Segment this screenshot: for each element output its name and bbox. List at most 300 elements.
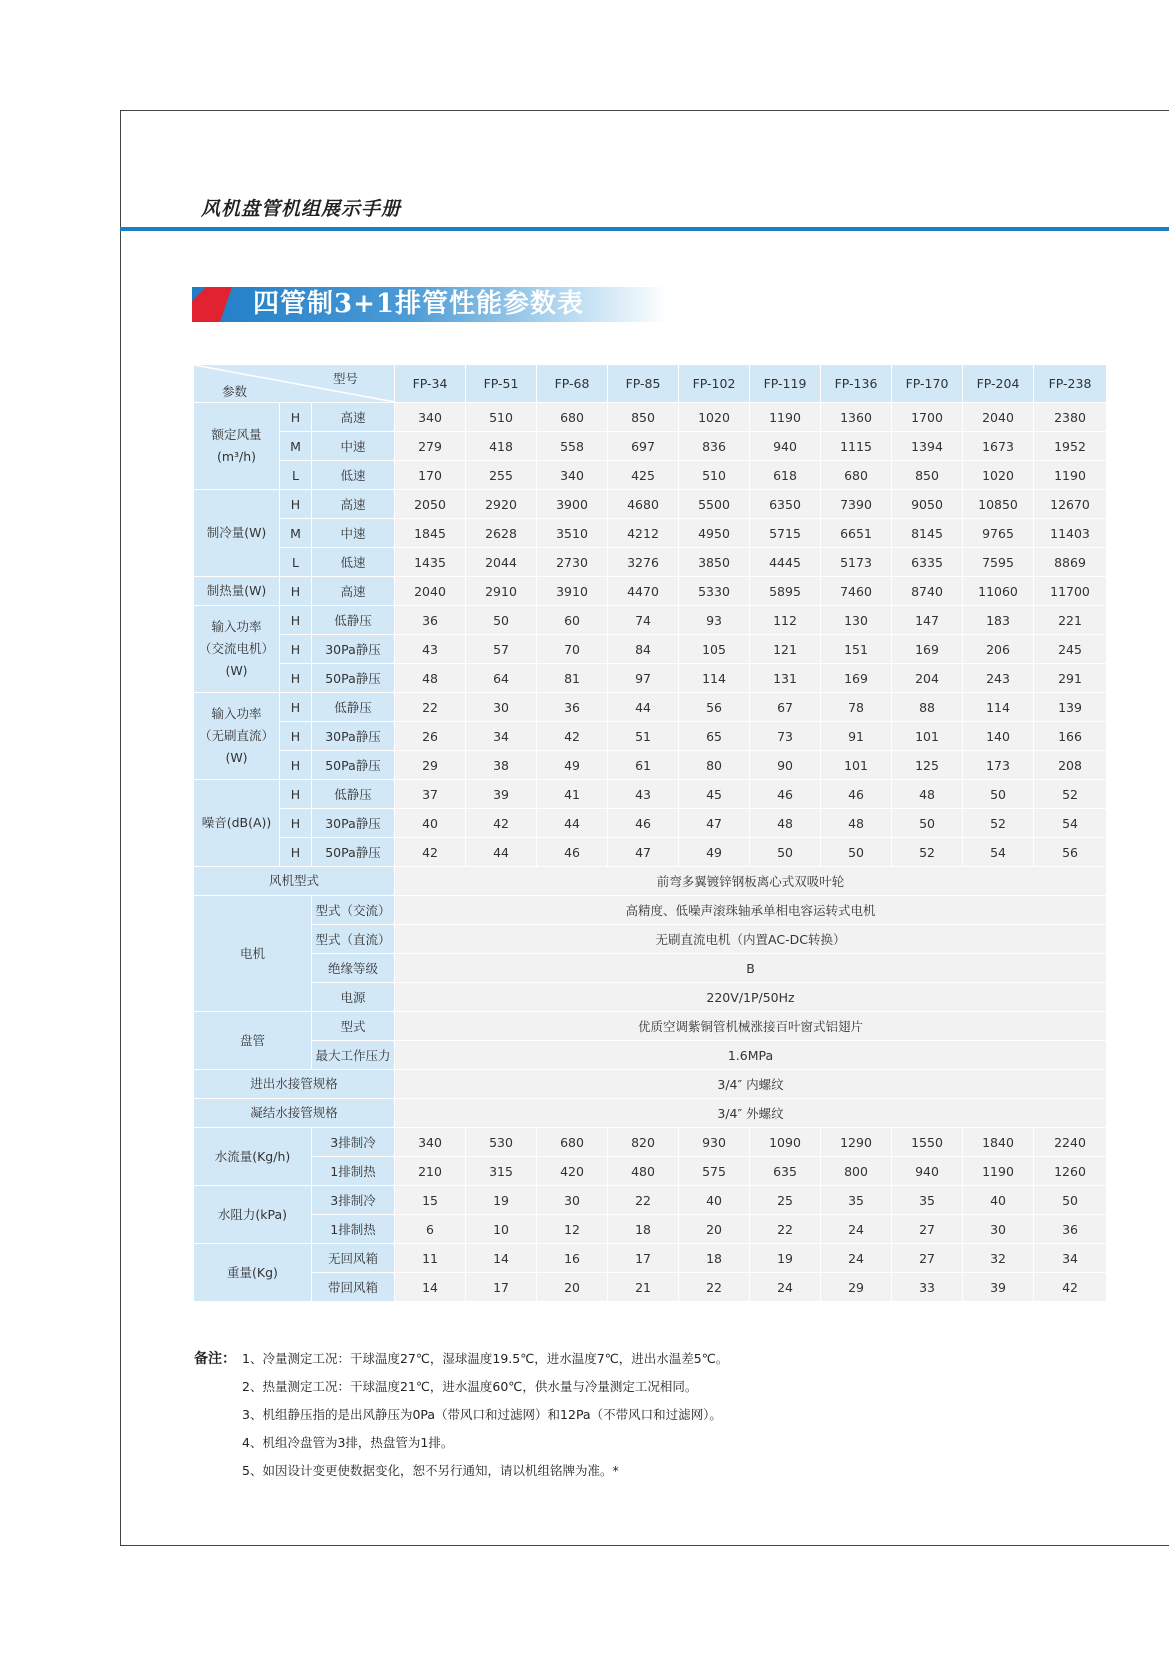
group-label [194, 693, 280, 780]
value-cell: 418 [466, 432, 537, 461]
value-cell: 51 [608, 722, 679, 751]
group-label-line: 水流量(Kg/h) [214, 1148, 291, 1164]
value-cell: 169 [821, 664, 892, 693]
group-label [194, 403, 280, 490]
value-cell: 279 [395, 432, 466, 461]
value-cell: 291 [1034, 664, 1107, 693]
note-1 [194, 1345, 728, 1373]
condition-label: 低速 [312, 461, 395, 490]
value-cell: 30 [537, 1186, 608, 1215]
group-label-line: (W) [225, 750, 248, 765]
value-cell: 50 [1034, 1186, 1107, 1215]
value-cell: 2920 [466, 490, 537, 519]
table-row [194, 461, 1107, 490]
note-3 [194, 1401, 728, 1429]
value-cell: 42 [466, 809, 537, 838]
table-row [194, 1244, 1107, 1273]
group-label-line: （无刷直流） [198, 728, 274, 743]
speed-level: H [280, 577, 312, 606]
value-cell: 255 [466, 461, 537, 490]
value-cell: 61 [608, 751, 679, 780]
value-cell: 57 [466, 635, 537, 664]
group-label-line: 噪音(dB(A)) [201, 815, 272, 830]
table-row [194, 519, 1107, 548]
spec-value: 3/4″ 外螺纹 [395, 1099, 1107, 1128]
value-cell: 20 [537, 1273, 608, 1302]
table-row [194, 693, 1107, 722]
value-cell: 114 [679, 664, 750, 693]
value-cell: 131 [750, 664, 821, 693]
value-cell: 820 [608, 1128, 679, 1157]
value-cell: 930 [679, 1128, 750, 1157]
value-cell: 12 [537, 1215, 608, 1244]
value-cell: 22 [395, 693, 466, 722]
value-cell: 1115 [821, 432, 892, 461]
value-cell: 52 [1034, 780, 1107, 809]
value-cell: 11700 [1034, 577, 1107, 606]
value-cell: 43 [395, 635, 466, 664]
speed-level: H [280, 664, 312, 693]
value-cell: 1020 [963, 461, 1034, 490]
table-row [194, 1157, 1107, 1186]
value-cell: 34 [1034, 1244, 1107, 1273]
condition-label: 低静压 [312, 693, 395, 722]
spec-row [194, 1012, 1107, 1041]
note-4 [194, 1429, 728, 1457]
spec-value: 220V/1P/50Hz [395, 983, 1107, 1012]
value-cell: 3850 [679, 548, 750, 577]
value-cell: 635 [750, 1157, 821, 1186]
value-cell: 91 [821, 722, 892, 751]
spec-label: 型式（直流） [312, 925, 395, 954]
value-cell: 5715 [750, 519, 821, 548]
speed-level: M [280, 519, 312, 548]
value-cell: 48 [892, 780, 963, 809]
group-label [194, 490, 280, 577]
value-cell: 44 [608, 693, 679, 722]
value-cell: 17 [466, 1273, 537, 1302]
value-cell: 74 [608, 606, 679, 635]
value-cell: 3910 [537, 577, 608, 606]
value-cell: 1190 [963, 1157, 1034, 1186]
value-cell: 84 [608, 635, 679, 664]
value-cell: 105 [679, 635, 750, 664]
value-cell: 101 [892, 722, 963, 751]
speed-level: H [280, 403, 312, 432]
value-cell: 35 [892, 1186, 963, 1215]
value-cell: 42 [1034, 1273, 1107, 1302]
value-cell: 43 [608, 780, 679, 809]
value-cell: 166 [1034, 722, 1107, 751]
value-cell: 26 [395, 722, 466, 751]
value-cell: 46 [608, 809, 679, 838]
value-cell: 46 [537, 838, 608, 867]
condition-label: 无回风箱 [312, 1244, 395, 1273]
model-header: FP-119 [750, 365, 821, 403]
value-cell: 480 [608, 1157, 679, 1186]
value-cell: 1190 [750, 403, 821, 432]
table-row [194, 403, 1107, 432]
note-text: 1、冷量测定工况：干球温度27℃，湿球温度19.5℃，进水温度7℃，进出水温差5℃。 [242, 1351, 729, 1366]
value-cell: 680 [537, 403, 608, 432]
value-cell: 2240 [1034, 1128, 1107, 1157]
value-cell: 618 [750, 461, 821, 490]
speed-level: H [280, 490, 312, 519]
value-cell: 340 [395, 1128, 466, 1157]
table-row [194, 1186, 1107, 1215]
value-cell: 65 [679, 722, 750, 751]
value-cell: 510 [679, 461, 750, 490]
condition-label: 3排制冷 [312, 1186, 395, 1215]
group-label [194, 1012, 312, 1070]
speed-level: L [280, 548, 312, 577]
value-cell: 81 [537, 664, 608, 693]
value-cell: 510 [466, 403, 537, 432]
table-row [194, 606, 1107, 635]
value-cell: 25 [750, 1186, 821, 1215]
value-cell: 6350 [750, 490, 821, 519]
condition-label: 1排制热 [312, 1157, 395, 1186]
value-cell: 1845 [395, 519, 466, 548]
value-cell: 50 [963, 780, 1034, 809]
spec-label: 最大工作压力 [312, 1041, 395, 1070]
group-label-line: 水阻力(kPa) [217, 1206, 288, 1222]
model-header: FP-34 [395, 365, 466, 403]
value-cell: 173 [963, 751, 1034, 780]
value-cell: 530 [466, 1128, 537, 1157]
value-cell: 97 [608, 664, 679, 693]
value-cell: 27 [892, 1215, 963, 1244]
value-cell: 22 [679, 1273, 750, 1302]
speed-level: H [280, 838, 312, 867]
value-cell: 56 [679, 693, 750, 722]
value-cell: 2910 [466, 577, 537, 606]
speed-level: H [280, 635, 312, 664]
value-cell: 680 [821, 461, 892, 490]
model-header: FP-204 [963, 365, 1034, 403]
value-cell: 39 [466, 780, 537, 809]
group-label-line: （交流电机） [198, 641, 274, 656]
value-cell: 45 [679, 780, 750, 809]
value-cell: 42 [537, 722, 608, 751]
value-cell: 850 [892, 461, 963, 490]
group-label [194, 606, 280, 693]
value-cell: 11 [395, 1244, 466, 1273]
group-label-line: 输入功率 [211, 619, 262, 634]
table-row [194, 1215, 1107, 1244]
value-cell: 9050 [892, 490, 963, 519]
condition-label: 高速 [312, 490, 395, 519]
value-cell: 41 [537, 780, 608, 809]
value-cell: 32 [963, 1244, 1034, 1273]
value-cell: 54 [1034, 809, 1107, 838]
value-cell: 44 [537, 809, 608, 838]
value-cell: 1020 [679, 403, 750, 432]
spec-label: 风机型式 [194, 867, 395, 896]
note-text: 2、热量测定工况：干球温度21℃，进水温度60℃，供水量与冷量测定工况相同。 [242, 1379, 698, 1394]
value-cell: 183 [963, 606, 1034, 635]
value-cell: 27 [892, 1244, 963, 1273]
value-cell: 147 [892, 606, 963, 635]
notes [194, 1345, 728, 1485]
note-2 [194, 1373, 728, 1401]
table-row [194, 751, 1107, 780]
group-label-line: (m³/h) [216, 449, 257, 464]
model-header: FP-170 [892, 365, 963, 403]
value-cell: 50 [750, 838, 821, 867]
value-cell: 52 [892, 838, 963, 867]
group-label [194, 780, 280, 867]
value-cell: 24 [750, 1273, 821, 1302]
value-cell: 340 [537, 461, 608, 490]
value-cell: 2040 [395, 577, 466, 606]
value-cell: 245 [1034, 635, 1107, 664]
value-cell: 340 [395, 403, 466, 432]
group-label-line: 输入功率 [211, 706, 262, 721]
table-row [194, 1273, 1107, 1302]
group-label-line: 额定风量 [211, 427, 262, 442]
value-cell: 30 [963, 1215, 1034, 1244]
value-cell: 4445 [750, 548, 821, 577]
value-cell: 4470 [608, 577, 679, 606]
value-cell: 4680 [608, 490, 679, 519]
value-cell: 93 [679, 606, 750, 635]
value-cell: 19 [750, 1244, 821, 1273]
table-row [194, 838, 1107, 867]
table-row [194, 722, 1107, 751]
value-cell: 29 [821, 1273, 892, 1302]
value-cell: 204 [892, 664, 963, 693]
value-cell: 1673 [963, 432, 1034, 461]
group-label-line: 盘管 [239, 1032, 265, 1048]
value-cell: 90 [750, 751, 821, 780]
value-cell: 697 [608, 432, 679, 461]
value-cell: 1550 [892, 1128, 963, 1157]
value-cell: 11060 [963, 577, 1034, 606]
value-cell: 21 [608, 1273, 679, 1302]
value-cell: 2050 [395, 490, 466, 519]
spec-row [194, 954, 1107, 983]
spec-row [194, 983, 1107, 1012]
condition-label: 高速 [312, 403, 395, 432]
value-cell: 10850 [963, 490, 1034, 519]
note-5 [194, 1457, 728, 1485]
value-cell: 130 [821, 606, 892, 635]
condition-label: 50Pa静压 [312, 751, 395, 780]
value-cell: 80 [679, 751, 750, 780]
group-label-line: 制冷量(W) [206, 525, 267, 540]
value-cell: 1260 [1034, 1157, 1107, 1186]
value-cell: 8145 [892, 519, 963, 548]
speed-level: M [280, 432, 312, 461]
value-cell: 4212 [608, 519, 679, 548]
manual-title: 风机盘管机组展示手册 [201, 198, 402, 220]
spec-row [194, 1070, 1107, 1099]
spec-label: 型式（交流） [312, 896, 395, 925]
value-cell: 680 [537, 1128, 608, 1157]
value-cell: 151 [821, 635, 892, 664]
spec-value: 1.6MPa [395, 1041, 1107, 1070]
condition-label: 中速 [312, 519, 395, 548]
spec-label: 型式 [312, 1012, 395, 1041]
spec-row [194, 1099, 1107, 1128]
value-cell: 1840 [963, 1128, 1034, 1157]
value-cell: 1435 [395, 548, 466, 577]
value-cell: 42 [395, 838, 466, 867]
group-label-line: (W) [225, 663, 248, 678]
value-cell: 125 [892, 751, 963, 780]
value-cell: 121 [750, 635, 821, 664]
group-label [194, 577, 280, 606]
value-cell: 17 [608, 1244, 679, 1273]
value-cell: 5500 [679, 490, 750, 519]
value-cell: 44 [466, 838, 537, 867]
table-row [194, 780, 1107, 809]
value-cell: 1700 [892, 403, 963, 432]
value-cell: 940 [750, 432, 821, 461]
value-cell: 1190 [1034, 461, 1107, 490]
value-cell: 139 [1034, 693, 1107, 722]
value-cell: 20 [679, 1215, 750, 1244]
value-cell: 49 [537, 751, 608, 780]
condition-label: 1排制热 [312, 1215, 395, 1244]
model-header: FP-102 [679, 365, 750, 403]
value-cell: 7390 [821, 490, 892, 519]
value-cell: 34 [466, 722, 537, 751]
value-cell: 315 [466, 1157, 537, 1186]
model-header: FP-51 [466, 365, 537, 403]
speed-level: H [280, 809, 312, 838]
value-cell: 208 [1034, 751, 1107, 780]
group-label-line: 制热量(W) [206, 583, 267, 598]
model-header: FP-68 [537, 365, 608, 403]
value-cell: 11403 [1034, 519, 1107, 548]
condition-label: 50Pa静压 [312, 664, 395, 693]
spec-row [194, 1041, 1107, 1070]
value-cell: 70 [537, 635, 608, 664]
value-cell: 73 [750, 722, 821, 751]
value-cell: 46 [821, 780, 892, 809]
condition-label: 50Pa静压 [312, 838, 395, 867]
group-label [194, 1186, 312, 1244]
value-cell: 19 [466, 1186, 537, 1215]
note-text: 3、机组静压指的是出风静压为0Pa（带风口和过滤网）和12Pa（不带风口和过滤网）。 [242, 1407, 722, 1422]
value-cell: 67 [750, 693, 821, 722]
section-title: 四管制3+1排管性能参数表 [253, 289, 584, 319]
condition-label: 带回风箱 [312, 1273, 395, 1302]
value-cell: 78 [821, 693, 892, 722]
value-cell: 2628 [466, 519, 537, 548]
value-cell: 36 [395, 606, 466, 635]
value-cell: 10 [466, 1215, 537, 1244]
speed-level: H [280, 751, 312, 780]
note-text: 5、如因设计变更使数据变化，恕不另行通知，请以机组铭牌为准。* [242, 1463, 619, 1478]
value-cell: 558 [537, 432, 608, 461]
value-cell: 8869 [1034, 548, 1107, 577]
table-row [194, 664, 1107, 693]
value-cell: 2040 [963, 403, 1034, 432]
value-cell: 48 [395, 664, 466, 693]
model-header: FP-238 [1034, 365, 1107, 403]
spec-value: 3/4″ 内螺纹 [395, 1070, 1107, 1099]
value-cell: 37 [395, 780, 466, 809]
value-cell: 47 [608, 838, 679, 867]
condition-label: 中速 [312, 432, 395, 461]
value-cell: 48 [821, 809, 892, 838]
value-cell: 3510 [537, 519, 608, 548]
value-cell: 5330 [679, 577, 750, 606]
value-cell: 49 [679, 838, 750, 867]
value-cell: 6651 [821, 519, 892, 548]
spec-value: B [395, 954, 1107, 983]
value-cell: 64 [466, 664, 537, 693]
value-cell: 30 [466, 693, 537, 722]
condition-label: 30Pa静压 [312, 635, 395, 664]
value-cell: 54 [963, 838, 1034, 867]
value-cell: 5173 [821, 548, 892, 577]
model-header: FP-136 [821, 365, 892, 403]
value-cell: 33 [892, 1273, 963, 1302]
value-cell: 9765 [963, 519, 1034, 548]
condition-label: 30Pa静压 [312, 722, 395, 751]
value-cell: 1952 [1034, 432, 1107, 461]
spec-label: 进出水接管规格 [194, 1070, 395, 1099]
value-cell: 425 [608, 461, 679, 490]
condition-label: 高速 [312, 577, 395, 606]
value-cell: 221 [1034, 606, 1107, 635]
note-text: 4、机组冷盘管为3排，热盘管为1排。 [242, 1435, 454, 1450]
value-cell: 60 [537, 606, 608, 635]
value-cell: 56 [1034, 838, 1107, 867]
corner-cell [194, 365, 395, 403]
value-cell: 15 [395, 1186, 466, 1215]
condition-label: 3排制冷 [312, 1128, 395, 1157]
value-cell: 36 [537, 693, 608, 722]
spec-row [194, 925, 1107, 954]
spec-value: 前弯多翼镀锌钢板离心式双吸叶轮 [395, 867, 1107, 896]
value-cell: 46 [750, 780, 821, 809]
value-cell: 18 [608, 1215, 679, 1244]
value-cell: 40 [395, 809, 466, 838]
condition-label: 低静压 [312, 780, 395, 809]
value-cell: 5895 [750, 577, 821, 606]
value-cell: 22 [750, 1215, 821, 1244]
value-cell: 3276 [608, 548, 679, 577]
group-label [194, 896, 312, 1012]
value-cell: 243 [963, 664, 1034, 693]
value-cell: 52 [963, 809, 1034, 838]
value-cell: 112 [750, 606, 821, 635]
speed-level: H [280, 780, 312, 809]
value-cell: 3900 [537, 490, 608, 519]
performance-table [193, 364, 1107, 1302]
value-cell: 50 [892, 809, 963, 838]
table-row [194, 577, 1107, 606]
value-cell: 800 [821, 1157, 892, 1186]
value-cell: 6335 [892, 548, 963, 577]
value-cell: 36 [1034, 1215, 1107, 1244]
value-cell: 7460 [821, 577, 892, 606]
value-cell: 836 [679, 432, 750, 461]
value-cell: 14 [395, 1273, 466, 1302]
value-cell: 38 [466, 751, 537, 780]
corner-model-label: 型号 [333, 371, 359, 386]
spec-value: 无刷直流电机（内置AC-DC转换） [395, 925, 1107, 954]
spec-label: 绝缘等级 [312, 954, 395, 983]
value-cell: 140 [963, 722, 1034, 751]
model-header: FP-85 [608, 365, 679, 403]
value-cell: 8740 [892, 577, 963, 606]
